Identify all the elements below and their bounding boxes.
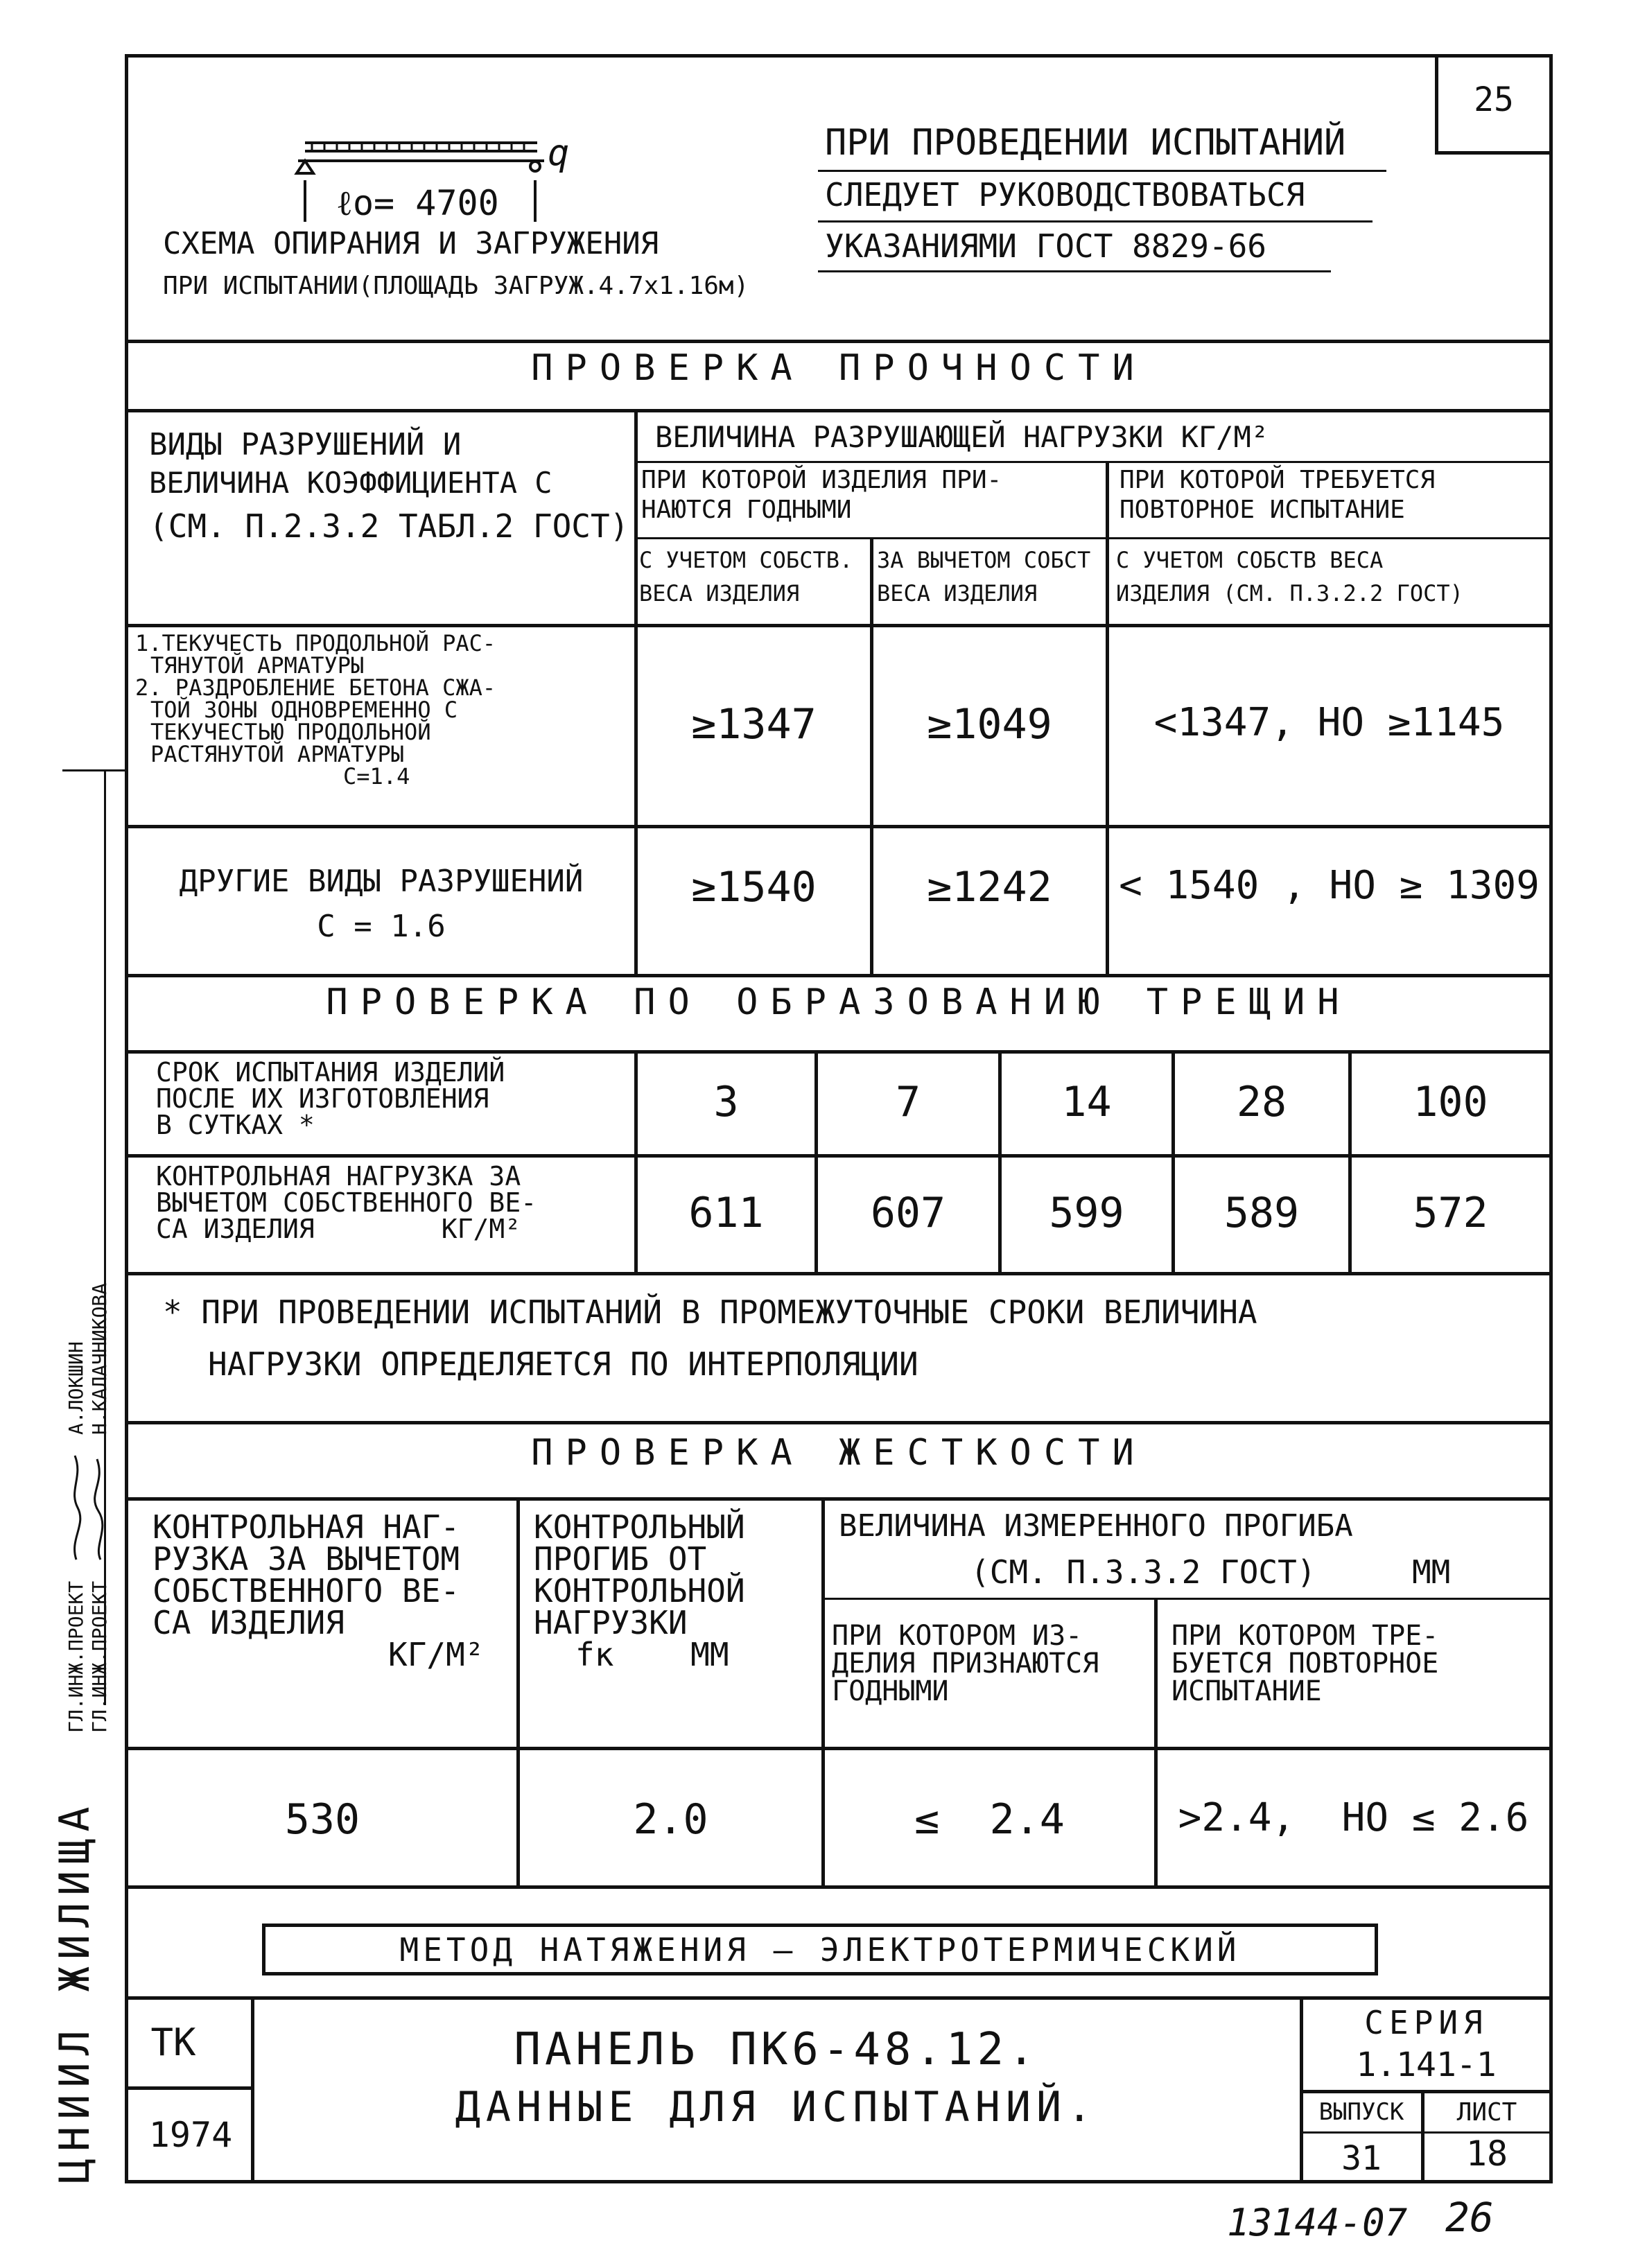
load-symbol: q: [548, 132, 570, 174]
strength-row-2-without: ≥1242: [927, 863, 1052, 911]
side-role-1: ГЛ.ИНЖ.ПРОЕКТ: [64, 1580, 87, 1733]
cracks-load-5: 572: [1413, 1189, 1488, 1237]
note-line-2: СЛЕДУЕТ РУКОВОДСТВОВАТЬСЯ: [825, 176, 1305, 213]
cracks-footnote-1: * ПРИ ПРОВЕДЕНИИ ИСПЫТАНИЙ В ПРОМЕЖУТОЧНЫЕ СРОКИ ВЕЛИЧИНА: [163, 1293, 1257, 1331]
stiffness-value-deflection: 2.0: [633, 1795, 708, 1844]
stiffness-title: ПРОВЕРКА ЖЕСТКОСТИ: [531, 1432, 1147, 1474]
col-without-1: ЗА ВЫЧЕТОМ СОБСТ: [877, 547, 1091, 573]
title-line-1: ПАНЕЛЬ ПК6-48.12.: [514, 2024, 1039, 2075]
strength-left-header: ВИДЫ РАЗРУШЕНИЙ И ВЕЛИЧИНА КОЭФФИЦИЕНТА С (СМ. П.2.3.2 ТАБЛ.2 ГОСТ): [149, 427, 629, 545]
stiffness-h2: КОНТРОЛЬНЫЙ ПРОГИБ ОТ КОНТРОЛЬНОЙ НАГРУЗКИ fк ММ: [534, 1508, 745, 1673]
col-with-1: С УЧЕТОМ СОБСТВ.: [639, 547, 853, 573]
scheme-caption-1: СХЕМА ОПИРАНИЯ И ЗАГРУЖЕНИЯ: [163, 226, 659, 261]
cracks-footnote-2: НАГРУЗКИ ОПРЕДЕЛЯЕТСЯ ПО ИНТЕРПОЛЯЦИИ: [208, 1345, 918, 1383]
side-role-2: ГЛ.ИНЖ.ПРОЕКТ: [88, 1580, 111, 1733]
page-box-bottom: [1435, 151, 1553, 155]
year: 1974: [148, 2115, 233, 2155]
side-org: ЦНИИЛ ЖИЛИЩА: [51, 1799, 99, 2183]
strength-row-2-desc-1: ДРУГИЕ ВИДЫ РАЗРУШЕНИЙ: [179, 864, 584, 899]
stiffness-value-load: 530: [284, 1795, 360, 1844]
page-number: 25: [1474, 80, 1514, 119]
issue-value: 31: [1341, 2139, 1382, 2178]
stiffness-h3-2: (СМ. П.3.3.2 ГОСТ) ММ: [970, 1553, 1451, 1591]
cracks-days-1: 3: [713, 1078, 739, 1126]
sub-good-2: НАЮТСЯ ГОДНЫМИ: [641, 496, 852, 524]
strength-title: ПРОВЕРКА ПРОЧНОСТИ: [531, 347, 1147, 389]
stiffness-h3b: ПРИ КОТОРОМ ТРЕ- БУЕТСЯ ПОВТОРНОЕ ИСПЫТАНИЕ: [1171, 1620, 1439, 1707]
col-retest-2: ИЗДЕЛИЯ (СМ. П.3.2.2 ГОСТ): [1116, 580, 1463, 607]
sub-retest-1: ПРИ КОТОРОЙ ТРЕБУЕТСЯ: [1119, 466, 1436, 494]
cracks-days-5: 100: [1413, 1078, 1488, 1126]
sheet-value: 18: [1465, 2134, 1508, 2174]
strength-row-2-with: ≥1540: [691, 863, 817, 911]
strength-row-1-without: ≥1049: [927, 700, 1052, 749]
cracks-days-3: 14: [1061, 1078, 1112, 1126]
note-line-1: ПРИ ПРОВЕДЕНИИ ИСПЫТАНИЙ: [825, 122, 1346, 164]
issue-label: ВЫПУСК: [1318, 2098, 1404, 2126]
cracks-load-1: 611: [688, 1189, 764, 1237]
frame-top: [125, 54, 1553, 58]
strength-row-1-with: ≥1347: [691, 700, 817, 749]
cracks-load-4: 589: [1223, 1189, 1300, 1237]
strength-row-2-desc-2: С = 1.6: [317, 909, 446, 944]
strength-top-header: ВЕЛИЧИНА РАЗРУШАЮЩЕЙ НАГРУЗКИ КГ/М²: [655, 420, 1269, 454]
tk-label: ТК: [150, 2021, 196, 2064]
stiffness-h3a: ПРИ КОТОРОМ ИЗ- ДЕЛИЯ ПРИЗНАЮТСЯ ГОДНЫМИ: [832, 1620, 1099, 1707]
cracks-row-2-label: КОНТРОЛЬНАЯ НАГРУЗКА ЗА ВЫЧЕТОМ СОБСТВЕННОГО ВЕ- СА ИЗДЕЛИЯ КГ/М²: [156, 1161, 537, 1244]
method-text: МЕТОД НАТЯЖЕНИЯ — ЭЛЕКТРОТЕРМИЧЕСКИЙ: [399, 1931, 1241, 1969]
strength-row-2-retest: < 1540 , НО ≥ 1309: [1119, 863, 1540, 908]
span-label: ℓo= 4700: [336, 183, 499, 223]
note-line-3: УКАЗАНИЯМИ ГОСТ 8829-66: [825, 227, 1266, 265]
sheet-label: ЛИСТ: [1456, 2098, 1517, 2127]
sub-good-1: ПРИ КОТОРОЙ ИЗДЕЛИЯ ПРИ-: [641, 466, 1002, 494]
cracks-days-2: 7: [895, 1078, 921, 1126]
strength-row-1-desc: 1.ТЕКУЧЕСТЬ ПРОДОЛЬНОЙ РАС- ТЯНУТОЙ АРМАТУРЫ 2. РАЗДРОБЛЕНИЕ БЕТОНА СЖА- ТОЙ ЗОНЫ ОДНОВРЕМЕННО С ТЕКУЧЕСТЬЮ ПРОДОЛЬНОЙ РАСТЯНУТОЙ АРМАТУРЫ С=1.4: [135, 630, 496, 790]
col-retest-1: С УЧЕТОМ СОБСТВ ВЕСА: [1116, 547, 1384, 573]
cracks-load-3: 599: [1049, 1189, 1124, 1237]
cracks-load-2: 607: [870, 1189, 946, 1237]
col-without-2: ВЕСА ИЗДЕЛИЯ: [877, 580, 1038, 607]
cracks-row-1-label: СРОК ИСПЫТАНИЯ ИЗДЕЛИЙ ПОСЛЕ ИХ ИЗГОТОВЛЕНИЯ В СУТКАХ *: [156, 1057, 505, 1140]
bottom-code: 13144-07: [1227, 2201, 1408, 2244]
series-value: 1.141-1: [1356, 2045, 1497, 2084]
scheme-caption-2: ПРИ ИСПЫТАНИИ(ПЛОЩАДЬ ЗАГРУЖ.4.7х1.16м): [163, 272, 749, 300]
side-name-1: А.ЛОКШИН: [64, 1341, 87, 1435]
col-with-2: ВЕСА ИЗДЕЛИЯ: [639, 580, 800, 607]
side-name-2: Н.КАЛАЧНИКОВА: [88, 1282, 111, 1435]
cracks-title: ПРОВЕРКА ПО ОБРАЗОВАНИЮ ТРЕЩИН: [326, 982, 1352, 1023]
stiffness-h3-1: ВЕЛИЧИНА ИЗМЕРЕННОГО ПРОГИБА: [839, 1508, 1353, 1544]
stiffness-value-retest: >2.4, НО ≤ 2.6: [1178, 1795, 1529, 1840]
side-signatures: [62, 1442, 118, 1567]
frame-bottom: [125, 2180, 1553, 2183]
bottom-number: 26: [1445, 2194, 1494, 2241]
sub-retest-2: ПОВТОРНОЕ ИСПЫТАНИЕ: [1119, 496, 1405, 524]
stiffness-value-good: ≤ 2.4: [914, 1795, 1065, 1844]
cracks-days-4: 28: [1236, 1078, 1287, 1126]
series-label: СЕРИЯ: [1364, 2004, 1488, 2041]
stiffness-h1: КОНТРОЛЬНАЯ НАГ- РУЗКА ЗА ВЫЧЕТОМ СОБСТВЕННОГО ВЕ- СА ИЗДЕЛИЯ КГ/М²: [153, 1508, 485, 1673]
strength-row-1-retest: <1347, НО ≥1145: [1153, 700, 1505, 745]
title-line-2: ДАННЫЕ ДЛЯ ИСПЫТАНИЙ.: [455, 2083, 1098, 2131]
